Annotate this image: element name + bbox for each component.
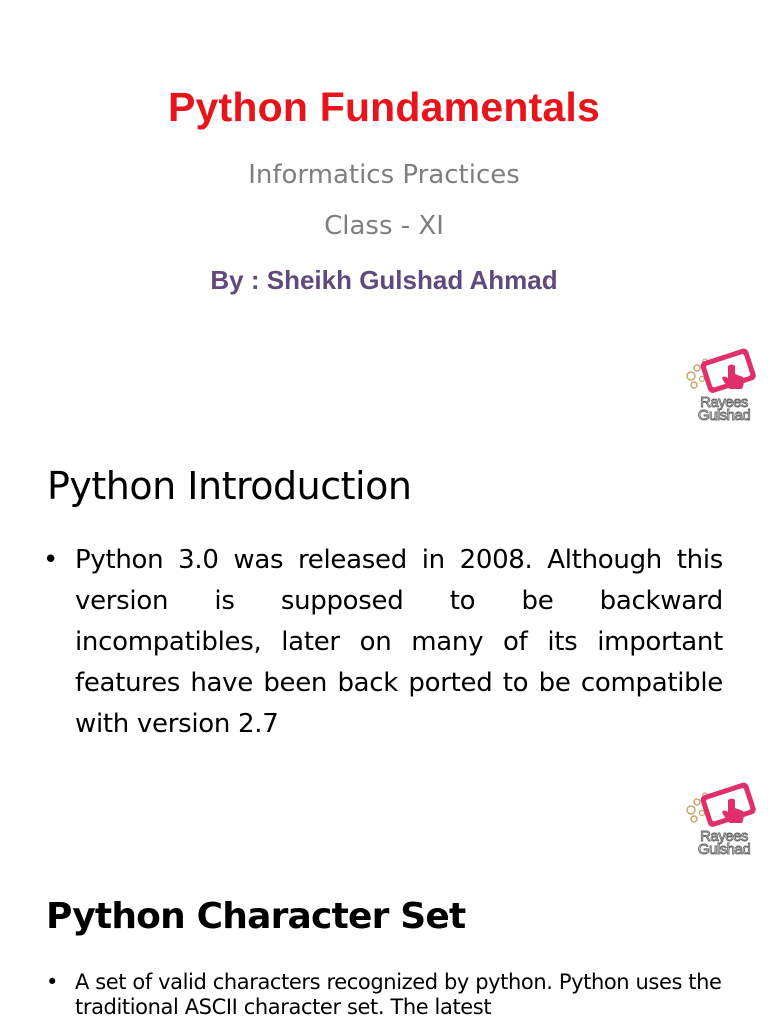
title-slide	[0, 0, 768, 440]
slide-subtitle-class: Class - XI	[324, 211, 444, 241]
slide-title: Python Fundamentals	[167, 84, 601, 130]
bullet-icon: •	[46, 970, 59, 994]
slide-author: By : Sheikh Gulshad Ahmad	[210, 265, 558, 295]
logo-text-line2: Gulshad	[697, 407, 751, 424]
logo-text-line2: Gulshad	[697, 841, 751, 858]
slide-heading: Python Introduction	[47, 464, 412, 508]
bullet-icon: •	[43, 545, 59, 575]
slide-subtitle-subject: Informatics Practices	[248, 160, 520, 190]
character-set-slide	[0, 870, 768, 1024]
bullet-item	[43, 540, 723, 745]
logo-text-line1: Rayees	[700, 394, 748, 411]
rayees-gulshad-logo	[684, 346, 764, 424]
intro-slide	[0, 440, 768, 870]
tablet-hand-icon	[684, 780, 764, 832]
bullet-item	[46, 970, 746, 1020]
rayees-gulshad-logo	[684, 780, 764, 858]
bullet-text: Python 3.0 was released in 2008. Although this version is supposed to be backward incompatibles, later on many of its important features have been back ported to be compatible with version 2.7	[75, 545, 723, 739]
bullet-text: A set of valid characters recognized by python. Python uses the traditional ASCII character set. The latest	[75, 970, 722, 1019]
logo-text-line1: Rayees	[700, 828, 748, 845]
slide-heading: Python Character Set	[46, 896, 466, 937]
tablet-hand-icon	[684, 346, 764, 398]
